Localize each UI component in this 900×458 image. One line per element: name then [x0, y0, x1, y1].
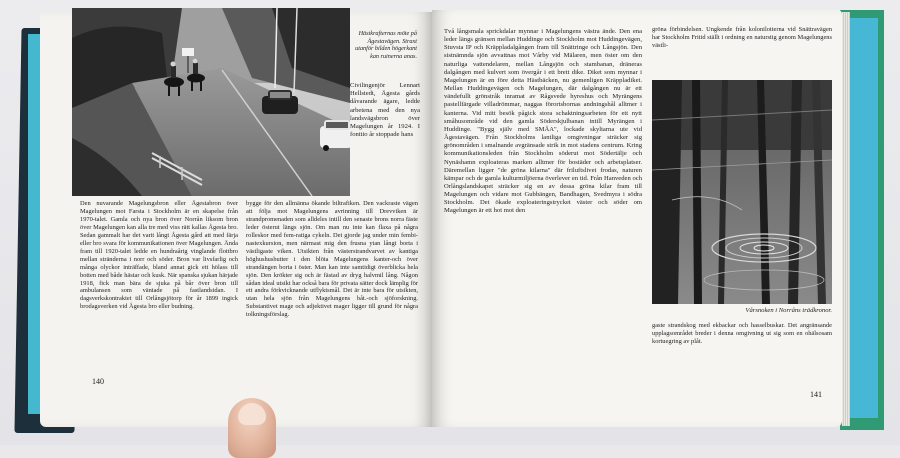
left-column-2: bygge för den allmänna ökande biltrafiken. Den vackraste vägen att följa mot Magelungens avrinning till Drevviken är strandpromenaden som alldeles intill den senaste brons norra fäste leder österut längs sjön. Om man nu inte kan flaxa på några rolleskor med fem-ratiga cykeln. Det gjorde jag under min fembi-nastexkursion, men närmast mig den frusna ytan långt borta i västligaste viken. Utsikten från västerstrandvarvet av kantiga höghushusbutter i den blöta Magelungens kanter-och över strandängen borta i öster. Man kan inte samtidigt överblicka hela sjön. Den krökter sig och är fästad av dryg halvmil lång. Någon sådan ideal utsikt har också bara för privata sätter dock lämplig för ett andra förkvicknande utflyktsmål. Det är inte bara för utsikten, utan hela sjön från Magelungens båt.-och sjöforskning. Substantivet mage och adjektivet mager ligger till grund för några tolkningsförslag.: [246, 200, 418, 319]
left-photo-caption: Hästkrafternas möte på Ågestavägen. Straxt utanför bilden högerkant kan ruinerna anas.: [355, 30, 417, 60]
left-narrow-column: Civilingenjör Lennart Hellstedt, Ägesta gårds dåvarande ägare, ledde arbetena med den nya landsvägsbron över Magelungen år 1924. I fonttio år stoppade hans: [350, 82, 420, 139]
water-reflection-photograph: [652, 80, 832, 304]
right-column-1: Två långsmala sprickdalar mynnar i Magelungens västra ände. Den ena leder längs gränsen mellan Huddinge och Stockholm mot Huddingevägen, Stuvsta IP och Kräppladalgången fram till Snättringe och Långsjön. Den sistnämnda sjön avvattnas mot Vårby vid Mälaren, men öster om den naturliga vattendelaren, mellan Långsjön och stambanan, dräneras dalgången med kulvert som övergår i ett brett dike. Diket som mynnar i Magelungen är en före detta Hästbäcken, nu gemenligen Kräppladiket. Mellan Huddingevägen och Magelungen, där dalgången nu är ett vändefullt grönstråk inramat av Rågsvede hyreshus och Myrängens pastellfärgade villadrömmar, naggas förortsbornas andningshål alltmer i kanterna. Vid mitt besök pågick stora schaktningsarbeten för ett nytt småhusområde vid den gamla Söderskjulbanan intill Myrängen i Huddinge. "Bygg själv med SMÅA", lockade skyltarna ute vid Ågestavägen. Från Stockholms lantliga omgivningar sträcker sig grönområden i smalnande avgränsade strik in mot stadens centrum. Kring kommunikationsleden från Stockholm söderut mot Södertälje och Nynäshamn exploateras marken alltmer för bostäder och arbetsplatser. Däremellan ligger "de gröna kilarna" där friluftslivet frodas, naturen kämpar och de gamla kulturmiljöerna överlever en tid. Från Hanveden och Orlångslandskapet sträcker sig en av dessa gröna kilar fram till Magelungen och vidare mot Gubbängen, Bandhagen, Svedmyra i södra Stockholm. Det ökade exploateringstrycket väster och söder om Magelungen är ett hot mot den: [444, 28, 642, 215]
right-column-3: gaste strandskog med ekbackar och hasselbuskar. Det angränsande upplagsområdet breder i denna omgivning ut sig som en ohälsosam kortuegring av plåt.: [652, 322, 832, 345]
page-stack-edge: [842, 12, 850, 426]
right-photo-caption: Vårsnoken i Norråns trädkronor.: [745, 307, 832, 314]
page-number-right: 141: [810, 390, 822, 399]
book-cover-right-inner: [848, 18, 878, 418]
thumbnail-nail: [238, 403, 266, 425]
right-column-2: gröna förbindelsen. Ungkende från kolonilotterna vid Snättravägen har Stockholm Fritid ställt i ordning en naturstig genom Magelungens västli-: [652, 26, 832, 49]
left-column-1: Den nuvarande Magelungsbron eller Ägestabron över Magelungen mot Farsta i Stockholm är en skapelse från 1970-talet. Gamla och nya bron över Norrån liksom bron över Magelungen kan alla tre med viss rätt kallas Ågesta bro. Sedan gammalt har det varit långt Ågesta gård att med färja eller bro svara för kommunikationen över Magelungen. Ända fram till 1920-talet ledde en hundraårig vinglande flottbro mellan stränderna i norr och söder. Bron var livsfarlig och många olyckor inträffade, bland annat gick ett hölass till botten med både hästar och kusk. När spanska sjukan härjade 1918, fick man bära de sjuka på bår över bron till ambulansen som väntade på fastlandsidan. I dagsverkskontraktet till Orlångsjötorp för år 1899 ingick brodagsverken vid Ågesta bro eller budning.: [80, 200, 238, 311]
road-photograph: [72, 8, 350, 196]
page-number-left: 140: [92, 377, 104, 386]
